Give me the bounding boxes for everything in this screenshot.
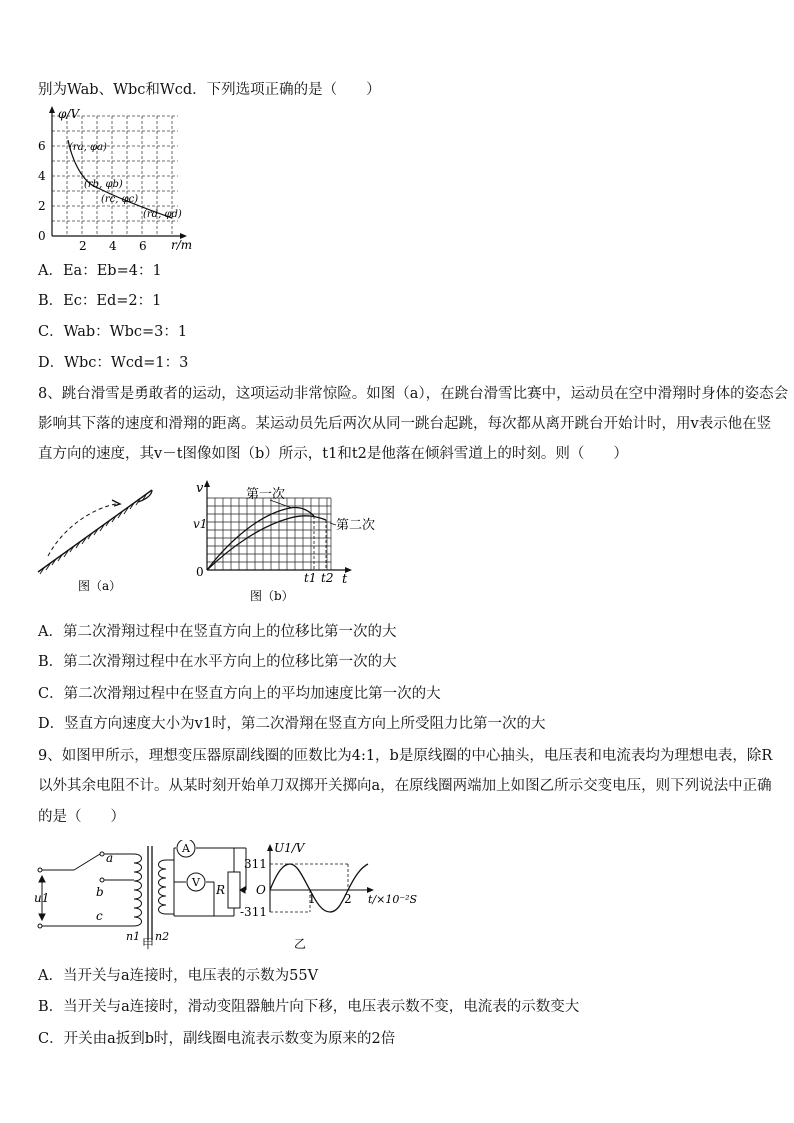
q7-ytick-4: 4 <box>38 169 46 183</box>
q8-fig-b-t1: t1 <box>304 571 317 585</box>
q7-ylabel: φ/V <box>58 107 80 121</box>
q8-fig-b-t2: t2 <box>321 571 334 585</box>
q7-ytick-0: 0 <box>38 229 46 243</box>
q8-fig-b-label: 图（b） <box>250 589 294 603</box>
contact-b-label: b <box>96 885 104 899</box>
q8-figure-b <box>190 478 390 606</box>
wave-ylabel: U1/V <box>274 841 305 855</box>
q7-point-c: (rc, φc) <box>101 194 139 205</box>
resistor-label: R <box>216 883 226 897</box>
voltmeter-symbol: V <box>192 876 200 889</box>
q7-xlabel: r/m <box>171 238 193 252</box>
wave-x1: 1 <box>308 892 316 906</box>
q7-option-d: D．Wbc：Wcd=1：3 <box>38 355 189 371</box>
q7-option-b: B．Ec：Ed=2：1 <box>38 293 162 309</box>
q7-potential-graph <box>28 106 198 252</box>
contact-c-label: c <box>96 909 103 923</box>
q9-circuit-diagram <box>34 840 264 952</box>
q9-option-c: C．开关由a扳到b时，副线圈电流表示数变为原来的2倍 <box>38 1031 396 1047</box>
ammeter-symbol: A <box>182 842 190 855</box>
q9-stem-line3: 的是（ ） <box>38 809 125 825</box>
q9-stem-line2: 以外其余电阻不计。从某时刻开始单刀双掷开关掷向a，在原线圈两端加上如图乙所示交变电压，则下列说法中正确 <box>38 778 772 794</box>
u1-label: u1 <box>34 891 50 905</box>
q9-stem-line1: 9、如图甲所示，理想变压器原副线圈的匝数比为4:1，b是原线圈的中心抽头，电压表和电流表均为理想电表，除R <box>38 748 773 764</box>
q8-fig-b-second: 第二次 <box>336 518 376 533</box>
sine-wave <box>270 864 368 912</box>
q8-option-a: A．第二次滑翔过程中在竖直方向上的位移比第一次的大 <box>38 624 397 640</box>
flight-trajectory <box>48 504 116 556</box>
q7-point-b: (rb, φb) <box>84 179 123 190</box>
q7-xtick-4: 4 <box>109 239 117 252</box>
q8-fig-b-first: 第一次 <box>246 487 286 502</box>
contact-a-label: a <box>106 851 114 865</box>
wave-caption: 乙 <box>294 937 307 951</box>
q8-fig-b-origin: 0 <box>196 565 204 579</box>
n1-label: n1 <box>126 930 141 943</box>
q7-point-d: (rd, φd) <box>143 209 182 220</box>
wave-trough: -311 <box>240 905 267 919</box>
wave-x2: 2 <box>344 892 352 906</box>
q8-fig-a-label: 图（a） <box>78 579 122 593</box>
q7-option-c: C．Wab：Wbc=3：1 <box>38 324 188 340</box>
q8-stem-line3: 直方向的速度，其v－t图像如图（b）所示，t1和t2是他落在倾斜雪道上的时刻。则（ ） <box>38 446 628 462</box>
q7-ytick-2: 2 <box>38 199 46 213</box>
n2-label: n2 <box>155 930 170 943</box>
q7-xtick-2: 2 <box>79 239 87 252</box>
q9-option-b: B．当开关与a连接时，滑动变阻器触片向下移，电压表示数不变，电流表的示数变大 <box>38 999 580 1015</box>
q8-stem-line1: 8、跳台滑雪是勇敢者的运动，这项运动非常惊险。如图（a），在跳台滑雪比赛中，运动员在空中滑翔时身体的姿态会 <box>38 386 789 402</box>
q8-option-c: C．第二次滑翔过程中在竖直方向上的平均加速度比第一次的大 <box>38 686 441 702</box>
q7-stem-end: 别为Wab、Wbc和Wcd．下列选项正确的是（ ） <box>38 82 381 98</box>
q8-fig-b-yaxis: v <box>196 481 204 496</box>
q8-stem-line2: 影响其下落的速度和滑翔的距离。某运动员先后两次从同一跳台起跳，每次都从离开跳台开始计时，用v表示他在竖 <box>38 416 772 432</box>
q7-xtick-6: 6 <box>139 239 147 252</box>
circuit-caption: 甲 <box>142 937 155 951</box>
q8-fig-b-xaxis: t <box>342 572 348 587</box>
q7-option-a: A．Ea：Eb=4：1 <box>38 263 162 279</box>
q9-option-a: A．当开关与a连接时，电压表的示数为55V <box>38 968 319 984</box>
q8-figure-a <box>34 486 160 594</box>
wave-origin: O <box>256 883 266 897</box>
q9-waveform <box>232 840 428 952</box>
skier-icon <box>112 500 120 506</box>
q7-point-a: (ra, φa) <box>69 142 107 153</box>
q8-option-d: D．竖直方向速度大小为v1时，第二次滑翔在竖直方向上所受阻力比第一次的大 <box>38 716 546 732</box>
wave-xlabel: t/×10⁻²S <box>368 893 418 906</box>
q8-option-b: B．第二次滑翔过程中在水平方向上的位移比第一次的大 <box>38 654 397 670</box>
wave-peak: 311 <box>244 857 267 871</box>
q8-fig-b-v1: v1 <box>193 517 208 531</box>
q7-ytick-6: 6 <box>38 139 46 153</box>
